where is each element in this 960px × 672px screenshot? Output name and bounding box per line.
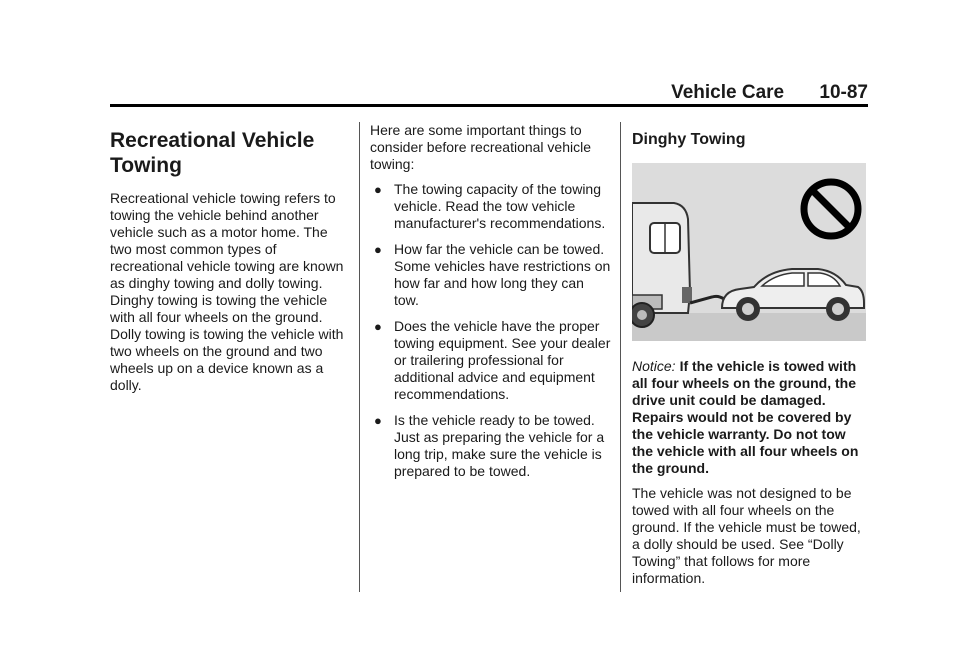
list-item: ● Is the vehicle ready to be towed. Just as preparing the vehicle for a long trip, make sure the vehicle is prepared to be towed. bbox=[374, 412, 605, 479]
bullet-icon: ● bbox=[374, 182, 382, 197]
motor-home-icon bbox=[632, 203, 692, 327]
bullet-icon: ● bbox=[374, 242, 382, 257]
dinghy-towing-illustration bbox=[632, 163, 866, 341]
column-2 bbox=[370, 122, 612, 489]
section-title: Vehicle Care bbox=[671, 82, 785, 103]
dinghy-paragraph: The vehicle was not designed to be towed with all four wheels on the ground. If the vehicle must be towed, a dolly should be used. See “Dolly Towing” that follows for more information. bbox=[632, 485, 861, 586]
page-header bbox=[671, 82, 868, 104]
list-item: ● Does the vehicle have the proper towing equipment. See your dealer or trailering professional for additional advice and equipment recommendations. bbox=[374, 318, 611, 402]
considerations-list bbox=[370, 181, 612, 480]
section-heading: Recreational Vehicle Towing bbox=[110, 129, 315, 177]
bullet-icon: ● bbox=[374, 319, 382, 334]
column-divider-1 bbox=[359, 122, 360, 592]
notice-paragraph bbox=[632, 358, 870, 477]
column-1 bbox=[110, 122, 350, 402]
subsection-heading: Dinghy Towing bbox=[632, 131, 746, 148]
notice-text: If the vehicle is towed with all four wheels on the ground, the drive unit could be damaged. Repairs would not be covered by the vehicle warranty. Do not tow the vehicle with all four wheels on the ground. bbox=[632, 358, 859, 476]
page-number: 10-87 bbox=[819, 82, 868, 103]
column-divider-2 bbox=[620, 122, 621, 592]
considerations-intro: Here are some important things to consider before recreational vehicle towing: bbox=[370, 122, 592, 172]
header-rule bbox=[110, 104, 868, 107]
column-3 bbox=[632, 122, 870, 595]
bullet-icon: ● bbox=[374, 413, 382, 428]
list-item: ● How far the vehicle can be towed. Some vehicles have restrictions on how far and how long they can tow. bbox=[374, 241, 611, 308]
list-item: ● The towing capacity of the towing vehicle. Read the tow vehicle manufacturer's recommendations. bbox=[374, 181, 606, 231]
intro-paragraph: Recreational vehicle towing refers to towing the vehicle behind another vehicle such as a motor home. The two most common types of recreational vehicle towing are known as dinghy towing and dolly towing. Dinghy towing is towing the vehicle with all four wheels on the ground. Dolly towing is towing the vehicle with two wheels on the ground and two wheels up on a device known as a dolly. bbox=[110, 190, 344, 393]
notice-label: Notice: bbox=[632, 358, 676, 374]
